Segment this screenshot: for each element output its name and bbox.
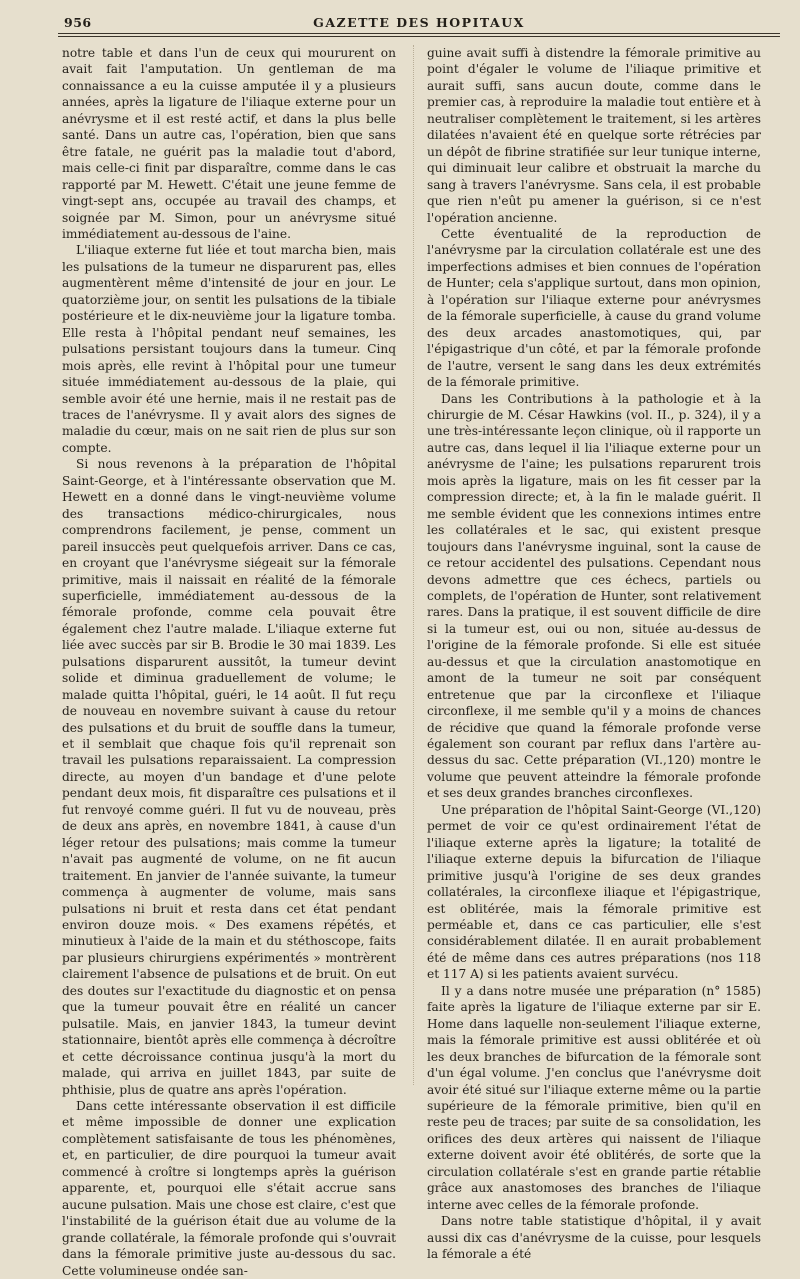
header-rule	[58, 33, 780, 34]
paragraph: Si nous revenons à la préparation de l'hôpital Saint-George, et à l'intéressante observation que M. Hewett en a donné dans le vingt-neuvième volume des transactions médico-chirurgicales, nous comprendrons facilement, je pense, comment un pareil insuccès peut quelquefois arriver. Dans ce cas, en croyant que l'anévrysme siégeait sur la fémorale primitive, mais il naissait en réalité de la fémorale superficielle, immédiatement au-dessous de la fémorale profonde, comme cela pouvait être également chez l'autre malade. L'iliaque externe fut liée avec succès par sir B. Brodie le 30 mai 1839. Les pulsations disparurent aussitôt, la tumeur devint solide et diminua graduellement de volume; le malade quitta l'hôpital, guéri, le 14 août. Il fut reçu de nouveau en novembre suivant à cause du retour des pulsations et du bruit de souffle dans la tumeur, et il semblait que chaque fois qu'il reprenait son travail les pulsations reparaissaient. La compression directe, au moyen d'un bandage et d'une pelote pendant deux mois, fit disparaître ces pulsations et il fut renvoyé comme guéri. Il fut vu de nouveau, près de deux ans après, en novembre 1841, à cause d'un léger retour des pulsations; mais comme la tumeur n'avait pas augmenté de volume, on ne fit aucun traitement. En janvier de l'année suivante, la tumeur commença à augmenter de volume, mais sans pulsations ni bruit et resta dans cet état pendant environ douze mois. « Des examens répétés, et minutieux à l'aide de la main et du stéthoscope, faits par plusieurs chirurgiens expérimentés » montrèrent clairement l'absence de pulsations et de bruit. On eut des doutes sur l'exactitude du diagnostic et on pensa que la tumeur pouvait être en réalité un cancer pulsatile. Mais, en janvier 1843, la tumeur devint stationnaire, bientôt après elle commença à décroître et cette décroissance continua jusqu'à la mort du malade, qui arriva en juillet 1843, par suite de phthisie, plus de quatre ans après l'opération.	[62, 457, 396, 1097]
paragraph: notre table et dans l'un de ceux qui moururent on avait fait l'amputation. Un gentleman de ma connaissance a eu la cuisse amputée il y a plusieurs années, après la ligature de l'iliaque externe pour un anévrysme et il est resté actif, et dans la plus belle santé. Dans un autre cas, l'opération, bien que sans être fatale, ne guérit pas la maladie tout d'abord, mais celle-ci finit par disparaître, comme dans le cas rapporté par M. Hewett. C'était une jeune femme de vingt-sept ans, occupée au travail des champs, et soignée par M. Simon, pour un anévrysme situé immédiatement au-dessous de l'aine.	[62, 46, 396, 241]
paragraph: Il y a dans notre musée une préparation (n° 1585) faite après la ligature de l'iliaque externe par sir E. Home dans laquelle non-seulement l'iliaque externe, mais la fémorale primitive est aussi oblitérée et où les deux branches de bifurcation de la fémorale sont d'un égal volume. J'en conclus que l'anévrysme doit avoir été situé sur l'iliaque externe même ou la partie supérieure de la fémorale primitive, bien qu'il en reste peu de traces; par suite de sa consolidation, les orifices des deux artères qui naissent de l'iliaque externe doivent avoir été oblitérés, de sorte que la circulation collatérale s'est en grande partie rétablie grâce aux anastomoses des branches de l'iliaque interne avec celles de la fémorale profonde.	[427, 983, 761, 1212]
paragraph: Une préparation de l'hôpital Saint-George (VI.,120) permet de voir ce qu'est ordinairement l'état de l'iliaque externe après la ligature; la totalité de l'iliaque externe depuis la bifurcation de l'iliaque primitive jusqu'à l'origine de ses deux grandes collatérales, la circonflexe iliaque et l'épigastrique, est oblitérée, mais la fémorale primitive est perméable et, dans ce cas particulier, elle s'est considérablement dilatée. Il en aurait probablement été de même dans ces autres préparations (nos 118 et 117 A) si les patients avaient survécu.	[427, 802, 761, 982]
paragraph: L'iliaque externe fut liée et tout marcha bien, mais les pulsations de la tumeur ne disparurent pas, elles augmentèrent même d'intensité de jour en jour. Le quatorzième jour, on sentit les pulsations de la tibiale postérieure et le dix-neuvième jour la ligature tomba. Elle resta à l'hôpital pendant neuf semaines, les pulsations persistant toujours dans la tumeur. Cinq mois après, elle revint à l'hôpital pour une tumeur située immédiatement au-dessous de la plaie, qui semble avoir été une hernie, mais il ne restait pas de traces de l'anévrysme. Il y avait alors des signes de maladie du cœur, mais on ne sait rien de plus sur son compte.	[62, 243, 396, 455]
page-header	[58, 12, 780, 34]
column-divider	[413, 45, 414, 1085]
paragraph: Dans les Contributions à la pathologie et à la chirurgie de M. César Hawkins (vol. II., p. 324), il y a une très-intéressante leçon clinique, où il rapporte un autre cas, dans lequel il lia l'iliaque externe pour un anévrysme de l'aine; les pulsations reparurent trois mois après la ligature, mais on les fit cesser par la compression directe; et, à la fin le malade guérit. Il me semble évident que les connexions intimes entre les collatérales et le sac, qui existent presque toujours dans l'anévrysme inguinal, sont la cause de ce retour accidentel des pulsations. Cependant nous devons admettre que ces échecs, partiels ou complets, de l'opération de Hunter, sont relativement rares. Dans la pratique, il est souvent difficile de dire si la tumeur est, oui ou non, située au-dessus de l'origine de la fémorale profonde. Si elle est située au-dessus et que la circulation anastomotique en amont de la tumeur ne soit par conséquent entretenue que par la circonflexe et l'iliaque circonflexe, il me semble qu'il y a moins de chances de récidive que quand la fémorale profonde verse également son courant par reflux dans l'artère au-dessus du sac. Cette préparation (VI.,120) montre le volume que peuvent atteindre la fémorale profonde et ses deux grandes branches circonflexes.	[427, 391, 761, 801]
journal-title: GAZETTE DES HOPITAUX	[313, 15, 525, 30]
header-rule-double	[58, 36, 780, 37]
left-column	[62, 45, 396, 1279]
page-number: 956	[64, 15, 92, 30]
paragraph: Dans notre table statistique d'hôpital, il y avait aussi dix cas d'anévrysme de la cuisse, pour lesquels la fémorale a été	[427, 1214, 761, 1262]
right-column	[427, 45, 761, 1263]
paragraph: Cette éventualité de la reproduction de l'anévrysme par la circulation collatérale est une des imperfections admises et bien connues de l'opération de Hunter; cela s'applique surtout, dans mon opinion, à l'opération sur l'iliaque externe pour anévrysmes de la fémorale superficielle, à cause du grand volume des deux arcades anastomotiques, qui, par l'épigastrique d'un côté, et par la fémorale profonde de l'autre, versent le sang dans les deux extrémités de la fémorale primitive.	[427, 226, 761, 390]
paragraph: Dans cette intéressante observation il est difficile et même impossible de donner une explication complètement satisfaisante de tous les phénomènes, et, en particulier, de dire pourquoi la tumeur avait commencé à croître si longtemps après la guérison apparente, et, pourquoi elle s'était accrue sans aucune pulsation. Mais une chose est claire, c'est que l'instabilité de la guérison était due au volume de la grande collatérale, la fémorale profonde qui s'ouvrait dans la fémorale primitive juste au-dessous du sac. Cette volumineuse ondée san-	[62, 1099, 396, 1278]
paragraph: guine avait suffi à distendre la fémorale primitive au point d'égaler le volume de l'iliaque primitive et aurait suffi, sans aucun doute, comme dans le premier cas, à reproduire la maladie tout entière et à neutraliser complètement le traitement, si les artères dilatées n'avaient été en quelque sorte rétrécies par un dépôt de fibrine stratifiée sur leur tunique interne, qui diminuait leur calibre et obstruait la marche du sang à travers l'anévrysme. Sans cela, il est probable que rien n'eût pu amener la guérison, si ce n'est l'opération ancienne.	[427, 46, 761, 225]
